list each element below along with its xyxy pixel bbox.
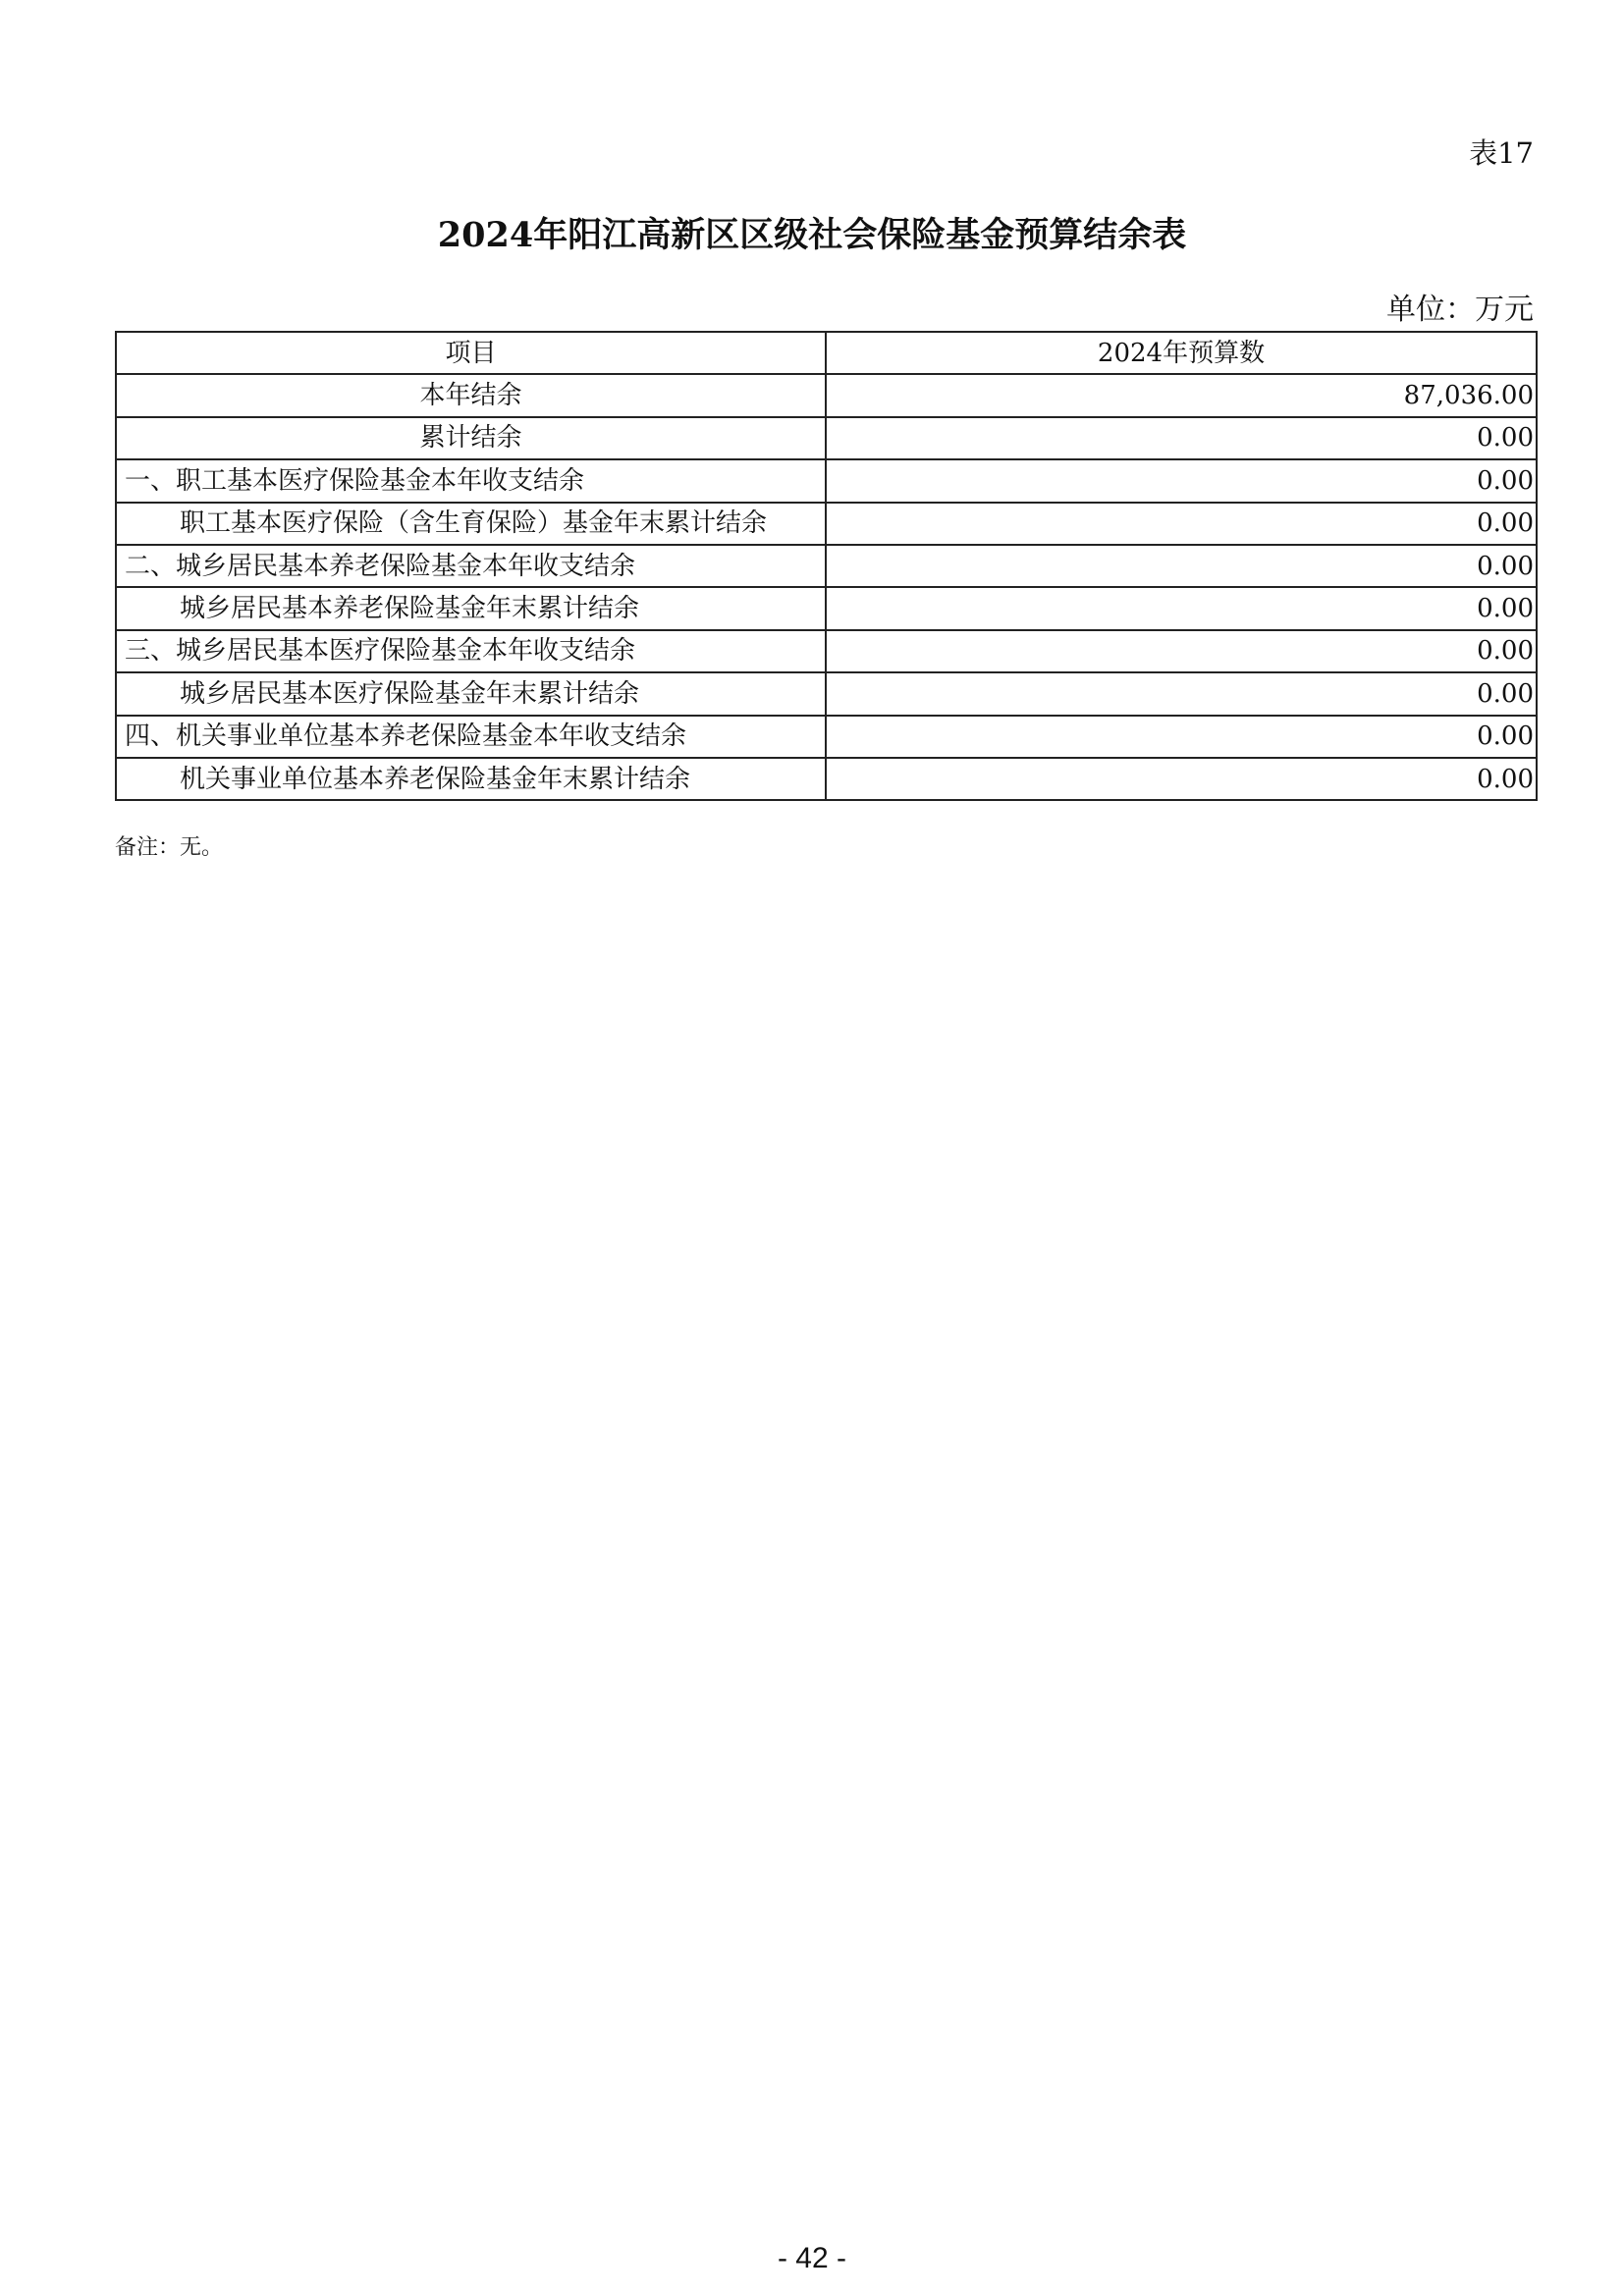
- row-item: 三、城乡居民基本医疗保险基金本年收支结余: [116, 630, 826, 672]
- row-item: 一、职工基本医疗保险基金本年收支结余: [116, 459, 826, 502]
- table-row: [116, 716, 1537, 758]
- unit-label: 单位：万元: [1386, 293, 1534, 327]
- table-header-row: [116, 332, 1537, 374]
- table-row: [116, 758, 1537, 800]
- row-item: 机关事业单位基本养老保险基金年末累计结余: [116, 758, 826, 800]
- row-value: 0.00: [826, 630, 1537, 672]
- row-value: 0.00: [826, 716, 1537, 758]
- table-number: 表17: [1469, 136, 1534, 170]
- table-row: [116, 417, 1537, 459]
- row-item: 二、城乡居民基本养老保险基金本年收支结余: [116, 545, 826, 587]
- row-value: 87,036.00: [826, 374, 1537, 416]
- row-item: 累计结余: [116, 417, 826, 459]
- table-row: [116, 672, 1537, 715]
- row-value: 0.00: [826, 417, 1537, 459]
- table-row: [116, 374, 1537, 416]
- row-value: 0.00: [826, 672, 1537, 715]
- header-budget: 2024年预算数: [826, 332, 1537, 374]
- row-value: 0.00: [826, 545, 1537, 587]
- page-title: 2024年阳江高新区区级社会保险基金预算结余表: [437, 215, 1187, 255]
- row-item: 城乡居民基本养老保险基金年末累计结余: [116, 587, 826, 629]
- row-value: 0.00: [826, 503, 1537, 545]
- page-number: - 42 -: [777, 2242, 847, 2274]
- row-item: 城乡居民基本医疗保险基金年末累计结余: [116, 672, 826, 715]
- remark-note: 备注：无。: [115, 835, 224, 860]
- row-value: 0.00: [826, 587, 1537, 629]
- table-row: [116, 630, 1537, 672]
- row-value: 0.00: [826, 758, 1537, 800]
- table-row: [116, 587, 1537, 629]
- header-item: 项目: [116, 332, 826, 374]
- row-item: 职工基本医疗保险（含生育保险）基金年末累计结余: [116, 503, 826, 545]
- row-item: 本年结余: [116, 374, 826, 416]
- table-row: [116, 503, 1537, 545]
- budget-balance-table: [115, 331, 1538, 801]
- table-row: [116, 459, 1537, 502]
- row-value: 0.00: [826, 459, 1537, 502]
- table-row: [116, 545, 1537, 587]
- row-item: 四、机关事业单位基本养老保险基金本年收支结余: [116, 716, 826, 758]
